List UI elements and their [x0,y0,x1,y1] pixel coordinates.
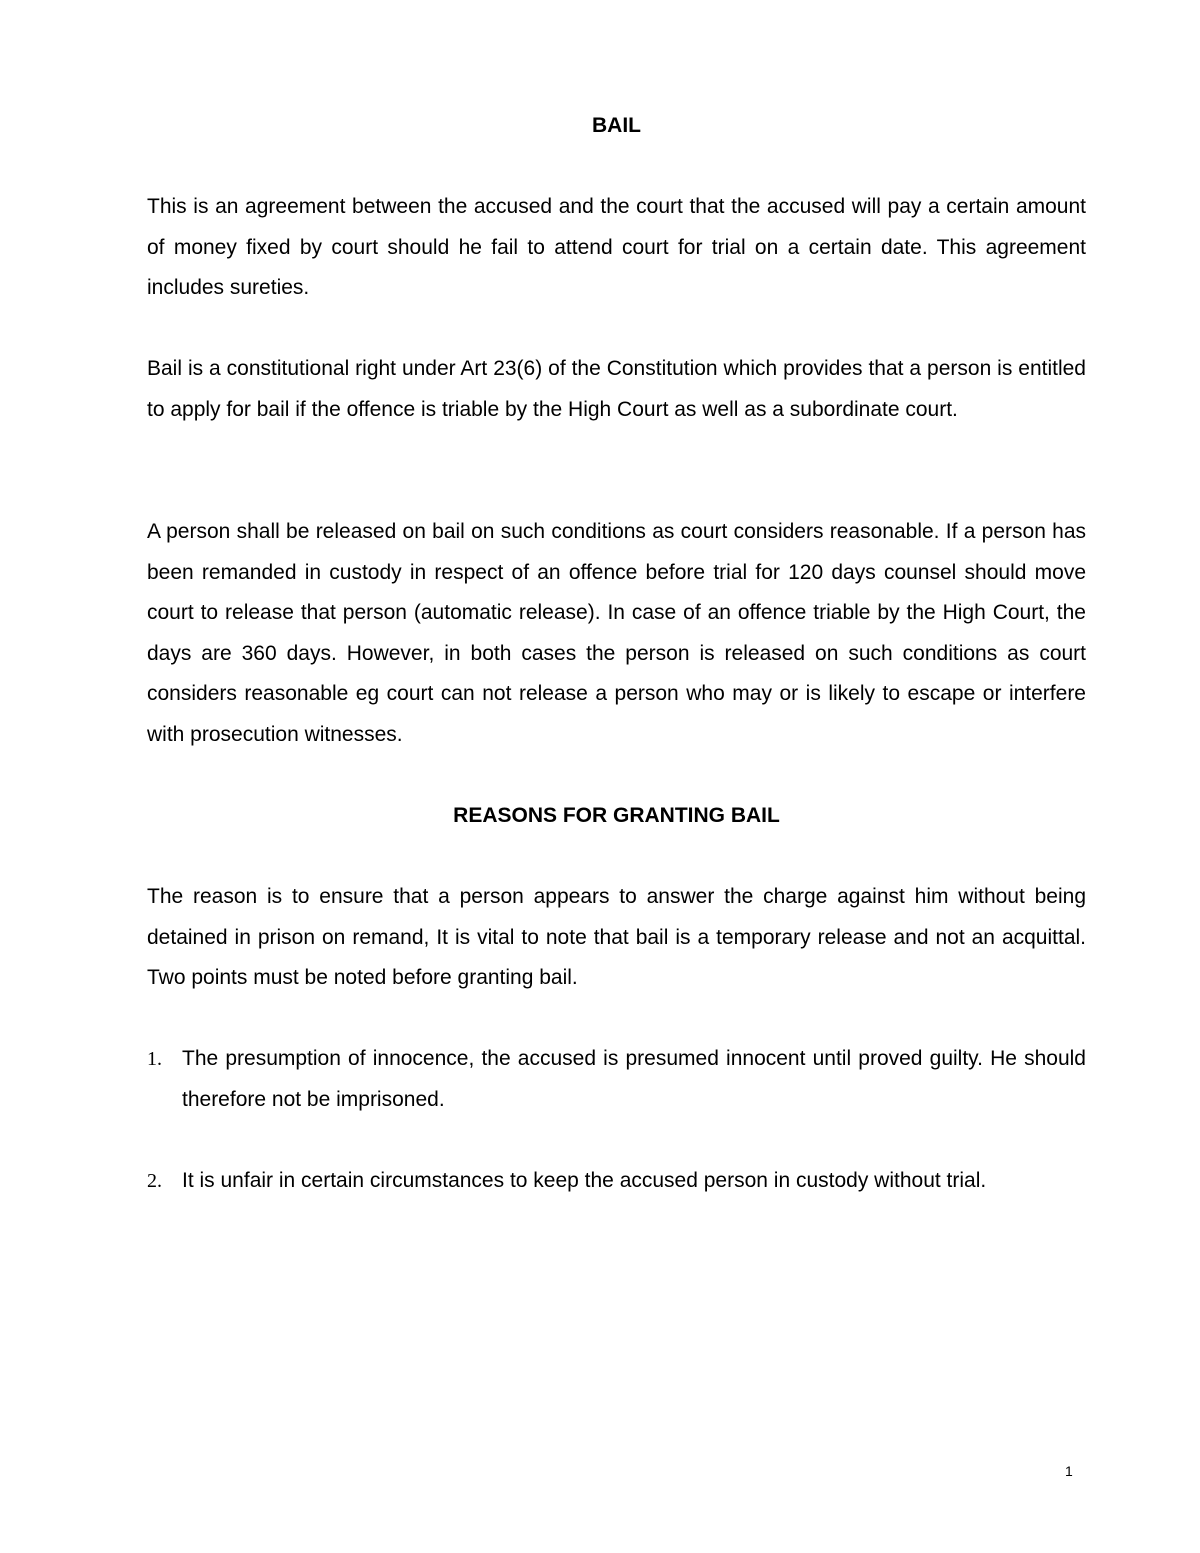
page-number: 1 [1065,1463,1073,1479]
list-item-text: The presumption of innocence, the accused is presumed innocent until proved guilty. He should therefore not be imprisoned. [182,1047,1086,1111]
list-item-number: 2. [147,1170,162,1192]
paragraph-release-conditions: A person shall be released on bail on such conditions as court considers reasonable. If a person has been remanded in custody in respect of an offence before trial for 120 days counsel should move court to release that person (automatic release). In case of an offence triable by the High Court, the days are 360 days. However, in both cases the person is released on such conditions as court considers reasonable eg court can not release a person who may or is likely to escape or interfere with prosecution witnesses. [147,520,1086,746]
paragraph-definition: This is an agreement between the accused and the court that the accused will pay a certain amount of money fixed by court should he fail to attend court for trial on a certain date. This agreement includes sureties. [147,195,1086,299]
section-heading: REASONS FOR GRANTING BAIL [453,804,780,827]
list-item-number: 1. [147,1048,162,1070]
page-title: BAIL [592,114,641,137]
list-item [147,1039,1086,1120]
list-item-text: It is unfair in certain circumstances to keep the accused person in custody without trial. [182,1169,987,1192]
paragraph-constitutional-right: Bail is a constitutional right under Art 23(6) of the Constitution which provides that a person is entitled to apply for bail if the offence is triable by the High Court as well as a subordinate court. [147,357,1086,421]
list-item [147,1161,1086,1202]
section-intro-paragraph: The reason is to ensure that a person appears to answer the charge against him without being detained in prison on remand, It is vital to note that bail is a temporary release and not an acquittal. Two points must be noted before granting bail. [147,885,1086,989]
